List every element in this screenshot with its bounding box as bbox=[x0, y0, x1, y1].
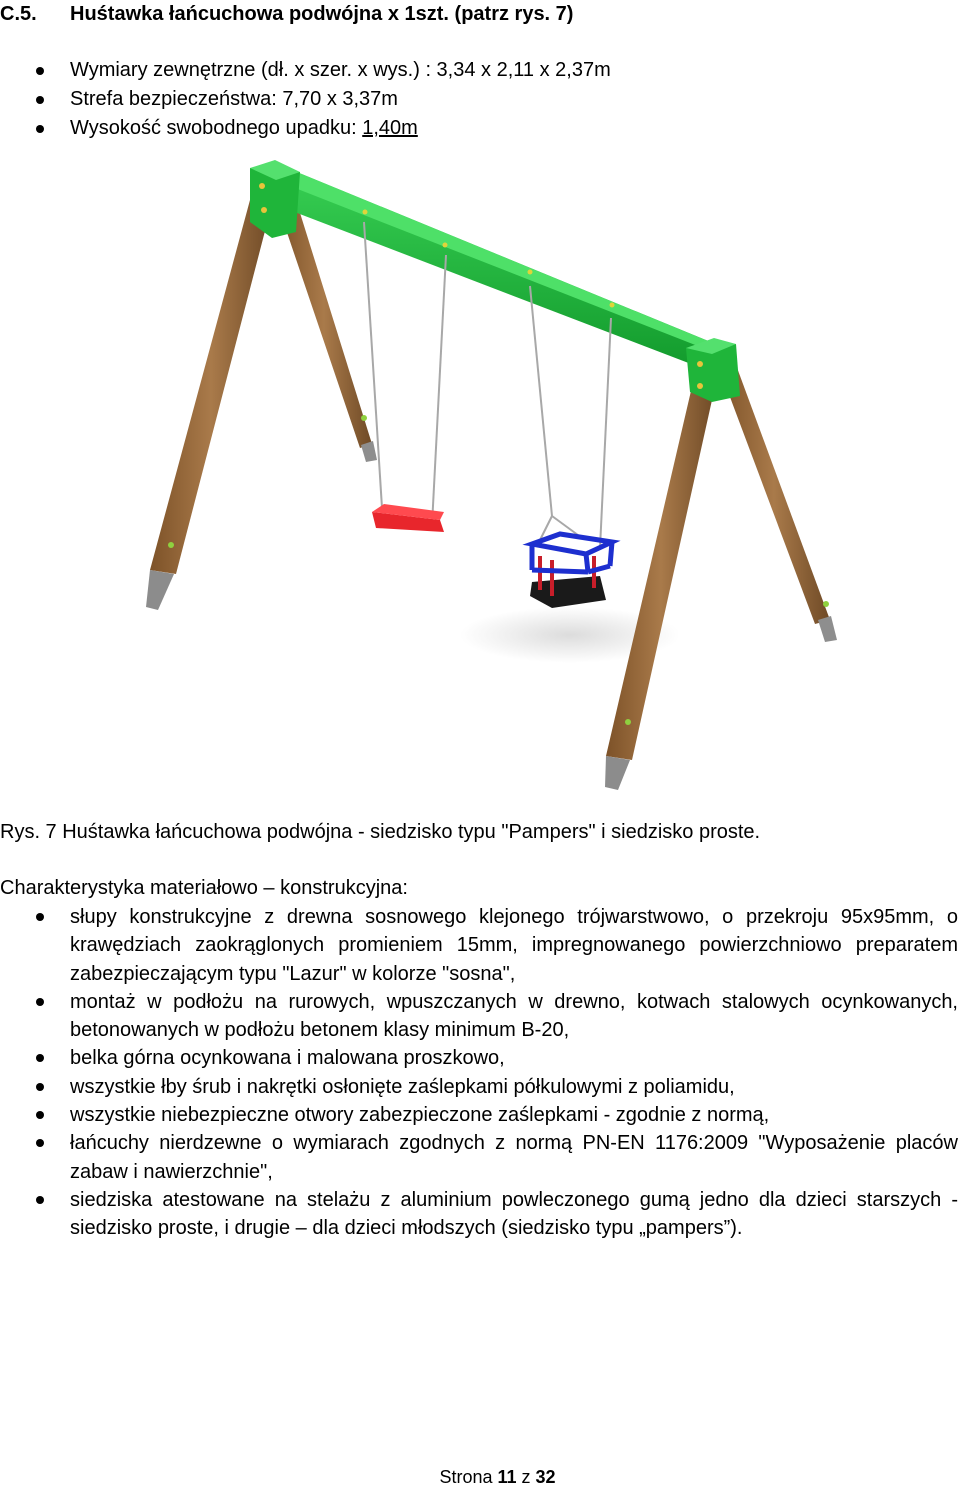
front-left-leg bbox=[146, 200, 272, 610]
spec-item-fall-height bbox=[0, 114, 960, 143]
bullet-icon bbox=[36, 1139, 44, 1147]
list-item-text: łańcuchy nierdzewne o wymiarach zgodnych z normą PN-EN 1176:2009 "Wyposażenie placów zabaw i nawierzchnie", bbox=[70, 1132, 958, 1183]
characteristics-title: Charakterystyka materiałowo – konstrukcyjna: bbox=[0, 877, 408, 899]
section-number: C.5. bbox=[0, 3, 37, 25]
page-footer bbox=[0, 1466, 960, 1488]
spec-item-safety-zone bbox=[0, 85, 960, 114]
list-item-text: belka górna ocynkowana i malowana proszkowo, bbox=[70, 1047, 505, 1070]
bullet-icon bbox=[36, 67, 44, 75]
characteristics-list bbox=[0, 903, 960, 1243]
section-heading bbox=[0, 2, 960, 26]
swing-illustration-icon bbox=[135, 150, 855, 810]
spec-item-dimensions bbox=[0, 56, 960, 85]
footer-page-total: 32 bbox=[535, 1467, 556, 1487]
footer-prefix: Strona bbox=[439, 1467, 498, 1487]
baby-seat bbox=[530, 534, 612, 608]
bullet-icon bbox=[36, 96, 44, 104]
list-item bbox=[0, 903, 960, 988]
bullet-icon bbox=[36, 125, 44, 133]
spec-label: Wysokość swobodnego upadku: bbox=[70, 117, 363, 139]
back-right-leg bbox=[718, 365, 837, 642]
bullet-icon bbox=[36, 1111, 44, 1119]
bullet-icon bbox=[36, 913, 44, 921]
bullet-icon bbox=[36, 1083, 44, 1091]
list-item-text: montaż w podłożu na rurowych, wpuszczanych w drewno, kotwach stalowych ocynkowanych, betonowanych w podłożu betonem klasy minimum B-20, bbox=[70, 990, 958, 1042]
list-item bbox=[0, 1044, 960, 1072]
footer-page-number: 11 bbox=[497, 1467, 517, 1487]
list-item bbox=[0, 1129, 960, 1186]
list-item-text: słupy konstrukcyjne z drewna sosnowego klejonego trójwarstwowo, o przekroju 95x95mm, o krawędziach zaokrąglonych promieniem 15mm, impregnowanego powierzchniowo preparatem zabezpieczającym typu "Lazur" w kolorze "sosna", bbox=[70, 906, 958, 985]
swing-illustration bbox=[135, 150, 855, 810]
spec-value: 1,40m bbox=[362, 117, 418, 139]
figure-caption: Rys. 7 Huśtawka łańcuchowa podwójna - siedzisko typu "Pampers" i siedzisko proste. bbox=[0, 821, 761, 843]
spec-list bbox=[0, 56, 960, 143]
list-item-text: wszystkie niebezpieczne otwory zabezpieczone zaślepkami - zgodnie z normą, bbox=[70, 1104, 770, 1127]
list-item bbox=[0, 1101, 960, 1129]
list-item-text: siedziska atestowane na stelażu z aluminium powleczonego gumą jedno dla dzieci starszych - siedzisko proste, i drugie – dla dzieci młodszych (siedzisko typu „pampers”). bbox=[70, 1188, 958, 1240]
front-right-leg bbox=[605, 378, 716, 790]
spec-text: Strefa bezpieczeństwa: 7,70 x 3,37m bbox=[70, 88, 398, 110]
list-item bbox=[0, 1186, 960, 1243]
list-item bbox=[0, 1073, 960, 1101]
spec-text: Wymiary zewnętrzne (dł. x szer. x wys.) : 3,34 x 2,11 x 2,37m bbox=[70, 59, 611, 81]
bullet-icon bbox=[36, 1054, 44, 1062]
bullet-icon bbox=[36, 998, 44, 1006]
footer-separator: z bbox=[516, 1467, 536, 1487]
back-left-leg bbox=[276, 200, 377, 462]
list-item bbox=[0, 988, 960, 1045]
left-bracket bbox=[250, 160, 300, 238]
bullet-icon bbox=[36, 1196, 44, 1204]
list-item-text: wszystkie łby śrub i nakrętki osłonięte zaślepkami półkulowymi z poliamidu, bbox=[70, 1075, 735, 1098]
right-bracket bbox=[686, 338, 740, 402]
section-title: Huśtawka łańcuchowa podwójna x 1szt. (patrz rys. 7) bbox=[70, 3, 574, 25]
